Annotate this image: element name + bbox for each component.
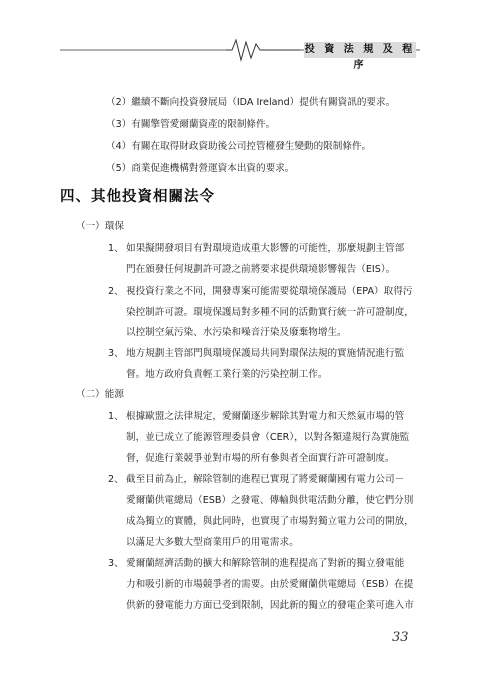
- subsection-label-environment: （一）環保: [76, 221, 124, 232]
- paragraph-line: 以滿足大多數大型商業用戶的用電需求。: [126, 537, 299, 548]
- paragraph-line: 愛爾蘭供電總局（ESB）之發電、傳輸與供電活動分離，使它們分別: [126, 495, 414, 506]
- item-number: 2、: [108, 474, 124, 485]
- paragraph-line: 視投資行業之不同，開發專案可能需要從環境保護局（EPA）取得污: [126, 286, 413, 297]
- paragraph-line: 地方規劃主管部門與環境保護局共同對環保法規的實施情況進行監: [126, 348, 405, 359]
- item-number: 2、: [108, 286, 124, 297]
- paragraph-line: 成為獨立的實體，與此同時，也實現了市場對獨立電力公司的開放，: [126, 516, 414, 527]
- paragraph-line: 染控制許可證。環境保護局對多種不同的活動實行統一許可證制度，: [126, 307, 414, 318]
- paragraph-line: 供新的發電能力方面已受到限制，因此新的獨立的發電企業可進入市: [126, 600, 414, 611]
- paragraph-line: 以控制空氣污染、水污染和噪音汙染及廢棄物增生。: [126, 327, 347, 338]
- paragraph-line: 制，並已成立了能源管理委員會（CER），以對各類違規行為實施監: [126, 432, 410, 443]
- intro-item: （3）有關擎管愛爾蘭資產的限制條件。: [106, 119, 276, 130]
- header-title: 投 資 法 規 及 程 序: [304, 44, 416, 71]
- subsection-label-energy: （二）能源: [76, 389, 124, 400]
- item-number: 3、: [108, 558, 124, 569]
- paragraph-line: 如果擬開發項目有對環境造成重大影響的可能性，那麼規劃主管部: [126, 243, 405, 254]
- intro-item: （5）商業促進機構對營運資本出資的要求。: [106, 163, 295, 174]
- intro-item: （4）有關在取得財政資助後公司控管權發生變動的限制條件。: [106, 141, 372, 152]
- item-number: 1、: [108, 243, 124, 254]
- paragraph-line: 愛爾蘭經濟活動的擴大和解除管制的進程提高了對新的獨立發電能: [126, 558, 405, 569]
- paragraph-line: 督，促進行業競爭並對市場的所有參與者全面實行許可證制度。: [126, 453, 395, 464]
- paragraph-line: 力和吸引新的市場競爭者的需要。由於愛爾蘭供電總局（ESB）在提: [126, 579, 414, 590]
- intro-item: （2）繼續不斷向投資發展局（IDA Ireland）提供有關資訊的要求。: [106, 97, 396, 108]
- page-number: 33: [392, 630, 409, 645]
- running-header: [0, 36, 480, 71]
- paragraph-line: 根據歐盟之法律規定，愛爾蘭逐步解除其對電力和天然氣市場的管: [126, 411, 405, 422]
- section-heading: 四、其他投資相關法令: [60, 188, 215, 205]
- item-number: 1、: [108, 411, 124, 422]
- paragraph-line: 截至目前為止，解除管制的進程已實現了將愛爾蘭國有電力公司－: [126, 474, 405, 485]
- item-number: 3、: [108, 348, 124, 359]
- paragraph-line: 門在頒發任何規劃許可證之前將要求提供環境影響報告（EIS）。: [126, 264, 396, 275]
- paragraph-line: 督。地方政府負責輕工業行業的污染控制工作。: [126, 369, 328, 380]
